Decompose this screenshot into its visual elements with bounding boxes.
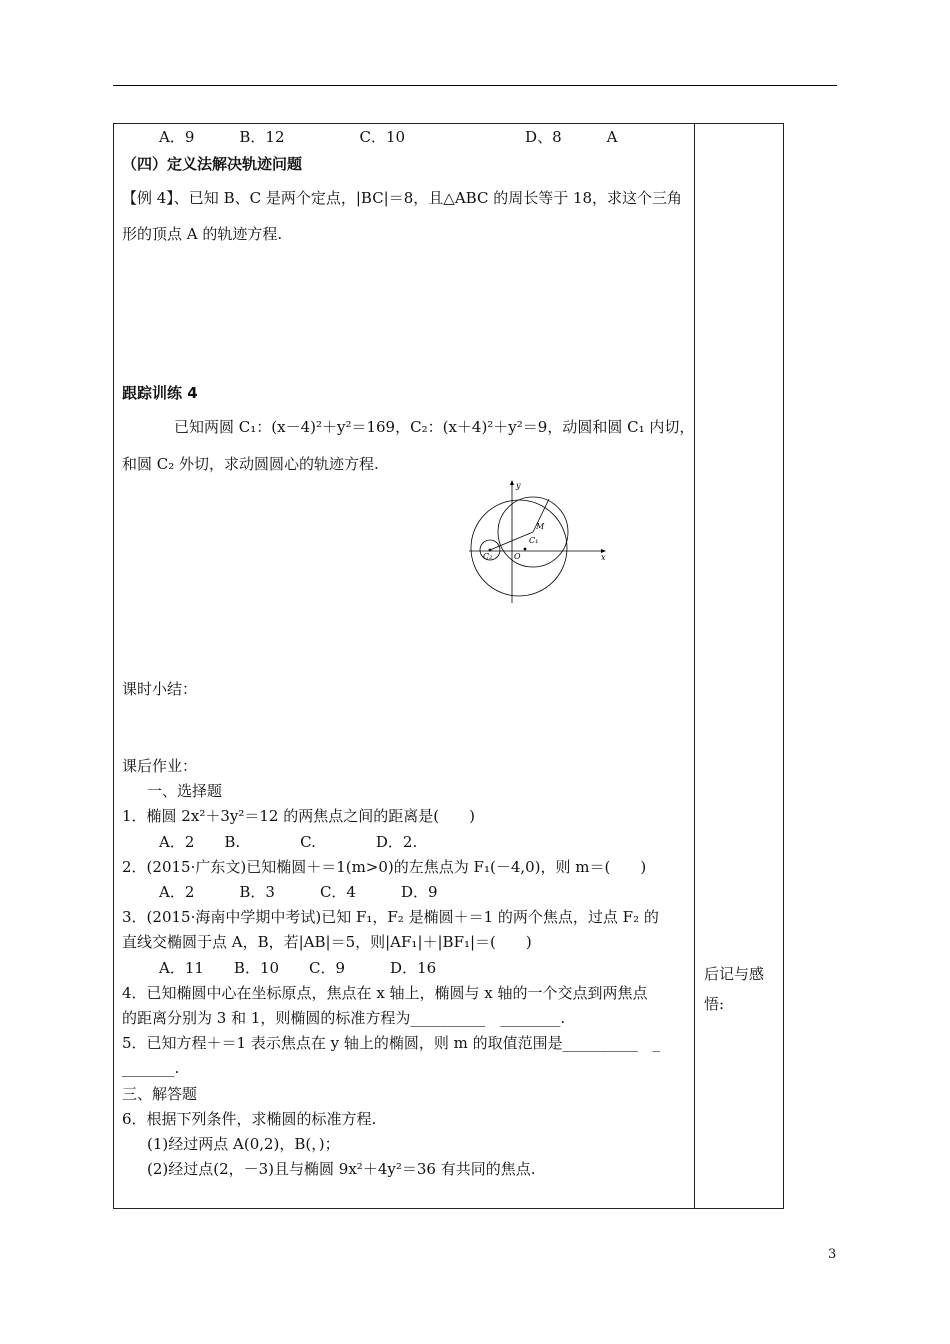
practice-line-2: 和圆 C₂ 外切，求动圆圆心的轨迹方程. (122, 455, 379, 473)
question-1-options: A．2 B. C. D．2. (159, 833, 418, 851)
column-divider (694, 124, 695, 1208)
c1-label: C₁ (529, 536, 539, 545)
practice-heading: 跟踪训练 4 (122, 384, 198, 402)
question-6-part-1: (1)经过两点 A(0,2)，B(，)； (147, 1135, 340, 1153)
homework-label: 课后作业： (122, 757, 198, 775)
y-label: y (516, 481, 521, 490)
c2-label: C₂ (483, 552, 493, 561)
choice-heading: 一、选择题 (147, 782, 223, 800)
point-c2 (489, 549, 492, 552)
question-2: 2．(2015·广东文)已知椭圆＋＝1(m>0)的左焦点为 F₁(－4,0)，则 m＝( ) (122, 858, 647, 876)
question-3-line-2: 直线交椭圆于点 A，B，若|AB|＝5，则|AF₁|＋|BF₁|＝( ) (122, 933, 532, 951)
lesson-table (113, 123, 784, 1209)
header-rule (113, 85, 837, 86)
page-number: 3 (828, 1247, 837, 1262)
side-note: 后记与感悟: (704, 965, 765, 1013)
question-5-line-1: 5．已知方程＋＝1 表示焦点在 y 轴上的椭圆，则 m 的取值范围是__________ _ (122, 1034, 661, 1052)
section-heading: （四）定义法解决轨迹问题 (122, 155, 303, 173)
practice-line-1: 已知两圆 C₁：(x－4)²＋y²＝169，C₂：(x＋4)²＋y²＝9，动圆和圆 C₁ 内切， (174, 418, 695, 436)
circles-figure (469, 479, 609, 604)
question-3-line-1: 3．(2015·海南中学期中考试)已知 F₁，F₂ 是椭圆＋＝1 的两个焦点，过点 F₂ 的 (122, 908, 659, 926)
o-label: O (514, 552, 521, 561)
example-4-line-1: 【例 4】、已知 B、C 是两个定点，|BC|＝8，且△ABC 的周长等于 18，求这个三角 (122, 189, 683, 207)
question-2-options: A．2 B．3 C．4 D．9 (159, 883, 438, 901)
question-1: 1．椭圆 2x²＋3y²＝12 的两焦点之间的距离是( ) (122, 807, 475, 825)
question-3-options: A．11 B．10 C．9 D．16 (159, 959, 437, 977)
question-6-part-2: (2)经过点(2，－3)且与椭圆 9x²＋4y²＝36 有共同的焦点. (147, 1160, 536, 1178)
question-5-line-2: _______. (122, 1059, 180, 1077)
circle-c1 (471, 500, 567, 596)
question-4-line-1: 4．已知椭圆中心在坐标原点，焦点在 x 轴上，椭圆与 x 轴的一个交点到两焦点 (122, 984, 648, 1002)
point-c1 (524, 548, 527, 551)
question-4-line-2: 的距离分别为 3 和 1，则椭圆的标准方程为__________ ________. (122, 1009, 566, 1027)
question-6: 6．根据下列条件，求椭圆的标准方程. (122, 1110, 377, 1128)
y-axis-arrow (510, 480, 514, 485)
summary-label: 课时小结： (122, 680, 198, 698)
m-label: M (536, 522, 545, 531)
segment-c2-m (490, 532, 533, 550)
answer-heading: 三、解答题 (122, 1085, 198, 1103)
x-label: x (601, 553, 606, 562)
example-4-line-2: 形的顶点 A 的轨迹方程. (122, 225, 283, 243)
options-line: A．9 B．12 C．10 D、8 A (159, 128, 618, 146)
